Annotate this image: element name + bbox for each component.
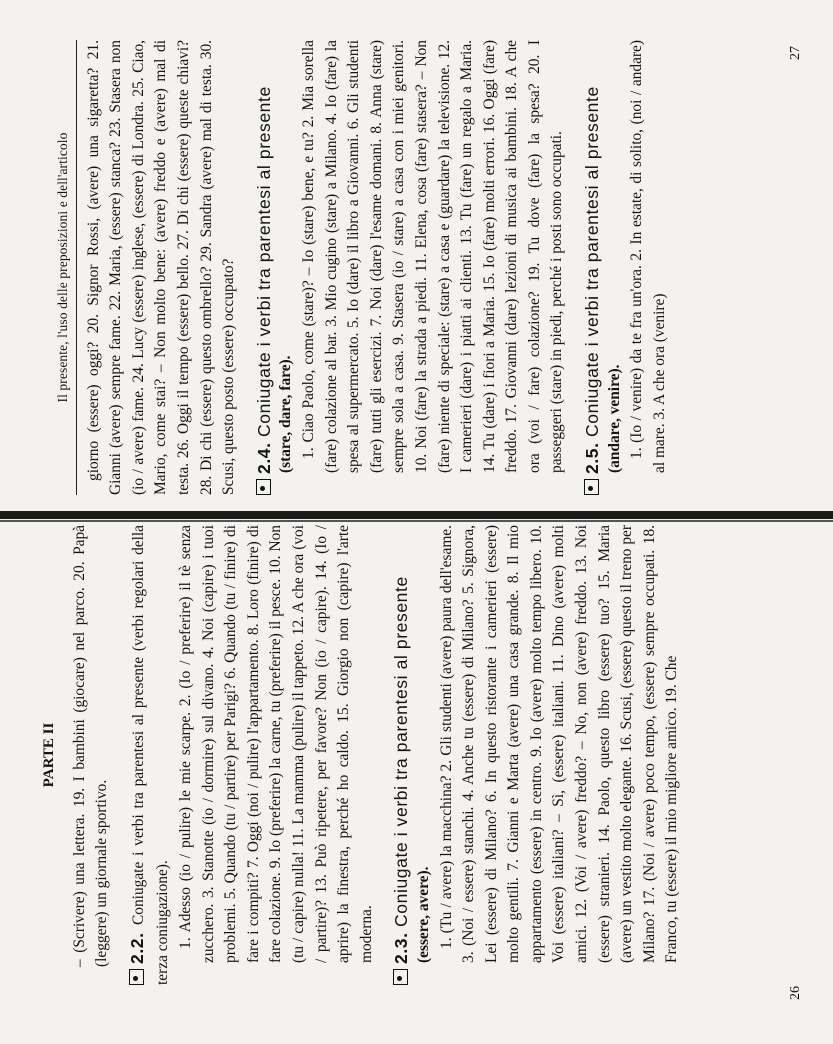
exercise-title: Coniugate i verbi tra parentesi al presente — [391, 576, 412, 927]
exercise-2-5-heading — [581, 40, 604, 495]
exercise-text: 1. Adesso (io / pulire) le mie scarpe. 2. (Io / preferire) il tè senza zucchero. 3. Stanotte (io / dormire) sul divano. 4. Noi (capire) i tuoi problemi. 5. Quando (tu / partire) per Parigi? 6. Quando (tu / finire) di fare i compiti? 7. Oggi (noi / pulire) l'appartamento. 8. Loro (finire) di fare colazione. 9. Io (preferire) la carne, tu (preferire) il pesce. 10. Non (tu / capire) nulla! 11. La mamma (pulire) il tappeto. 12. A che ora (voi / partire)? 13. Può ripetere, per favore? Non (io / capire). 14. (Io / aprire) la finestra, perché ho caldo. 15. Giorgio non (capire) l'arte moderna. — [176, 525, 375, 963]
running-head: Il presente, l'uso delle preposizioni e dell'articolo — [52, 40, 77, 495]
exercise-number: 2.4. — [253, 442, 274, 474]
exercise-2-3-heading — [390, 525, 413, 985]
exercise-2-4 — [253, 40, 569, 495]
exercise-number: 2.3. — [391, 932, 412, 964]
exercise-2-2-heading — [126, 525, 175, 985]
page-26 — [38, 525, 778, 985]
exercise-verbs: (andare, venire). — [605, 364, 623, 473]
exercise-title: Coniugate i verbi tra parentesi al presente — [582, 86, 603, 437]
page-gutter — [0, 511, 833, 519]
page-number: 27 — [788, 46, 803, 60]
page-number: 26 — [788, 986, 803, 1000]
exercise-text: 1. Ciao Paolo, come (stare)? – Io (stare) bene, e tu? 2. Mia sorella (fare) colazione al bar. 3. Mio cugino (stare) a Milano. 4. Io (fare) la spesa al supermercato. 5. Io (dare) il libro a Giovanni. 6. Gli studenti (fare) tutti gli esercizi. 7. Noi (dare) l'esame domani. 8. Anna (stare) sempre sola a casa. 9. Stasera (io / stare) a casa con i miei genitori. 10. Noi (fare) la strada a piedi. 11. Elena, cosa (fare) stasera? – Non (fare) niente di speciale: (stare) a casa e (guardare) la televisione. 12. I camerieri (dare) i piatti ai clienti. 13. Tu (fare) un regalo a Maria. 14. Tu (dare) i fiori a Maria. 15. Io (fare) molti errori. 16. Oggi (fare) freddo. 17. Giovanni (dare) lezioni di musica ai bambini. 18. A che ora (voi / fare) colazione? 19. Tu dove (fare) la spesa? 20. I passeggeri (stare) in piedi, perché i posti sono occupati. — [299, 40, 566, 473]
exercise-2-2 — [126, 525, 379, 985]
exercise-number: 2.2. — [126, 932, 147, 964]
audio-cd-icon[interactable] — [584, 479, 599, 495]
exercise-verbs: (essere, avere). — [414, 866, 432, 963]
exercise-text: 1. (Io / venire) da te fra un'ora. 2. In estate, di solito, (noi / andare) al mare. 3. A che ora (venire) — [628, 40, 668, 473]
continuation-text: giorno (essere) oggi? 20. Signor Rossi, (avere) una sigaretta? 21. Gianni (avere) sempre fame. 22. Maria, (essere) stanca? 23. Stasera non (io / avere) fame. 24. Lucy (essere) inglese, (essere) di Londra. 25. Ciao, Mario, come stai? – Non molto bene: (avere) freddo e (avere) mal di testa. 26. Oggi il tempo (essere) bello. 27. Di chi (essere) queste chiavi? 28. Di chi (essere) questo ombrello? 29. Sandra (avere) mal di testa. 30. Scusi, questo posto (essere) occupato? — [84, 40, 238, 495]
page-gutter-shadow — [0, 520, 833, 522]
audio-cd-icon[interactable] — [129, 969, 144, 985]
exercise-number: 2.5. — [582, 442, 603, 474]
audio-cd-icon[interactable] — [256, 479, 271, 495]
exercise-title: Coniugate i verbi tra parentesi al presente — [253, 86, 274, 437]
exercise-text: 1. (Tu / avere) la macchina? 2. Gli studenti (avere) paura dell'esame. 3. (Noi / essere) stanchi. 4. Anche tu (essere) di Milano? 5. Signora, Lei (essere) di Milano? 6. In questo ristorante i camerieri (essere) molto gentili. 7. Gianni e Marta (avere) una casa grande. 8. Il mio appartamento (essere) in centro. 9. Io (avere) molto tempo libero. 10. Voi (essere) italiani? – Sì, (essere) italiani. 11. Dino (avere) molti amici. 12. (Voi / avere) freddo? – No, non (avere) freddo. 13. Noi (essere) stranieri. 14. Paolo, questo libro (essere) tuo? 15. Maria (avere) un vestito molto elegante. 16. Scusi, (essere) questo il treno per Milano? 17. (Noi / avere) poco tempo, (essere) sempre occupati. 18. Franco, tu (essere) il mio migliore amico. 19. Che — [437, 525, 681, 963]
exercise-2-5 — [581, 40, 671, 495]
exercise-verbs: (stare, dare, fare). — [277, 355, 295, 473]
page-27 — [52, 40, 792, 495]
exercise-2-4-heading — [253, 40, 276, 495]
audio-cd-icon[interactable] — [393, 969, 408, 985]
continuation-text: – (Scrivere) una lettera. 19. I bambini (giocare) nel parco. 20. Papà (leggere) un giornale sportivo. — [70, 525, 111, 967]
exercise-title: Coniugate i verbi tra parentesi al presente (verbi regolari della terza coniugazione). — [129, 524, 172, 985]
part-title: PARTE II — [41, 722, 57, 788]
exercise-2-3 — [390, 525, 684, 985]
